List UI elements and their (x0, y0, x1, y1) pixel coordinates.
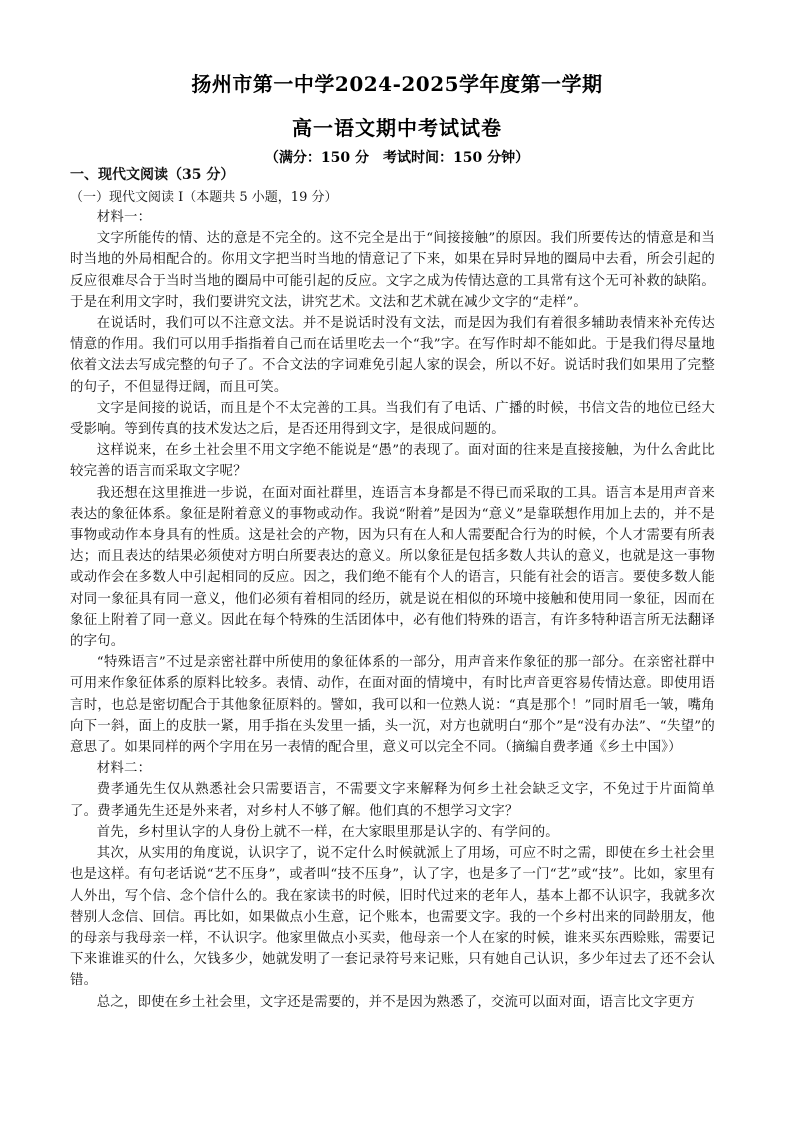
paragraph: 总之，即使在乡土社会里，文字还是需要的，并不是因为熟悉了，交流可以面对面，语言比文字更方 (96, 994, 695, 1010)
paragraph: “特殊语言”不过是亲密社群中所使用的象征体系的一部分，用声音来作象征的那一部分。在亲密社群中可用来作象征体系的原料比较多。表情、动作，在面对面的情境中，有时比声音更容易传情达意。即使用语言时，也总是密切配合于其他象征原料的。譬如，我可以和一位熟人说：“真是那个！”同时眉毛一皱，嘴角向下一斜，面上的皮肤一紧，用手指在头发里一插，头一沉，对方也就明白“那个”是“没有办法”、“失望”的意思了。如果同样的两个字用在另一表情的配合里，意义可以完全不同。（摘编自费孝通《乡土中国》） (70, 655, 715, 756)
section-subheading: （一）现代文阅读 I（本题共 5 小题，19 分） (70, 190, 338, 205)
exam-title: 扬州市第一中学2024-2025学年度第一学期 (191, 72, 603, 96)
material-label: 材料二： (96, 761, 152, 777)
reading-passage (70, 207, 715, 1013)
exam-subtitle: 高一语文期中考试试卷 (292, 116, 502, 140)
paragraph: 首先，乡村里认字的人身份上就不一样，在大家眼里那是认字的、有学问的。 (96, 824, 559, 840)
paragraph: 我还想在这里推进一步说，在面对面社群里，连语言本身都是不得已而采取的工具。语言本是用声音来表达的象征体系。象征是附着意义的事物或动作。我说“附着”是因为“意义”是靠联想作用加上去的，并不是事物或动作本身具有的性质。这是社会的产物，因为只有在人和人需要配合行为的时候，个人才需要有所表达；而且表达的结果必须使对方明白所要表达的意义。所以象征是包括多数人共认的意义，也就是这一事物或动作会在多数人中引起相同的反应。因之，我们绝不能有个人的语言，只能有社会的语言。要使多数人能对同一象征具有同一意义，他们必须有着相同的经历，就是说在相似的环境中接触和使用同一象征，因而在象征上附着了同一意义。因此在每个特殊的生活团体中，必有他们特殊的语言，有许多特种语言所无法翻译的字句。 (70, 485, 715, 650)
paragraph: 在说话时，我们可以不注意文法。并不是说话时没有文法，而是因为我们有着很多辅助表情来补充传达情意的作用。我们可以用手指指着自己而在话里吃去一个“我”字。在写作时却不能如此。于是我们得尽量地依着文法去写成完整的句子了。不合文法的字词难免引起人家的误会，所以不好。说话时我们如果用了完整的句子，不但显得迂阔，而且可笑。 (70, 316, 715, 395)
paragraph: 文字所能传的情、达的意是不完全的。这不完全是出于“间接接触”的原因。我们所要传达的情意是和当时当地的外局相配合的。你用文字把当时当地的情意记了下来，如果在异时异地的圈局中去看，所会引起的反应很难尽合于当时当地的圈局中可能引起的反应。文字之成为传情达意的工具常有这个无可补救的缺陷。于是在利用文字时，我们要讲究文法，讲究艺术。文法和艺术就在减少文字的“走样”。 (70, 231, 715, 310)
section-heading: 一、现代文阅读（35 分） (70, 167, 235, 183)
exam-info: （满分：150 分 考试时间：150 分钟） (264, 150, 530, 166)
paragraph: 这样说来，在乡土社会里不用文字绝不能说是“愚”的表现了。面对面的往来是直接接触，为什么舍此比较完善的语言而采取文字呢？ (70, 443, 715, 480)
paragraph: 费孝通先生仅从熟悉社会只需要语言，不需要文字来解释为何乡土社会缺乏文字，不免过于片面简单了。费孝通先生还是外来者，对乡村人不够了解。他们真的不想学习文字？ (70, 782, 715, 819)
paragraph: 文字是间接的说话，而且是个不太完善的工具。当我们有了电话、广播的时候，书信文告的地位已经大受影响。等到传真的技术发达之后，是否还用得到文字，是很成问题的。 (70, 400, 715, 438)
paragraph: 其次，从实用的角度说，认识字了，说不定什么时候就派上了用场，可应不时之需，即使在乡土社会里也是这样。有句老话说“艺不压身”，或者叫“技不压身”，认了字，也是多了一门“艺”或“技”。比如，家里有人外出，写个信、念个信什么的。我在家读书的时候，旧时代过来的老年人，基本上都不认识字，我就多次替别人念信、回信。再比如，如果做点小生意，记个账本，也需要文字。我的一个乡村出来的同龄朋友，他的母亲与我母亲一样，不认识字。他家里做点小买卖，他母亲一个人在家的时候，谁来买东西赊账，需要记下来谁谁买的什么，欠钱多少，她就发明了一套记录符号来记账，只有她自己认识，多少年过去了还不会认错。 (70, 846, 715, 989)
material-label: 材料一： (96, 210, 152, 225)
